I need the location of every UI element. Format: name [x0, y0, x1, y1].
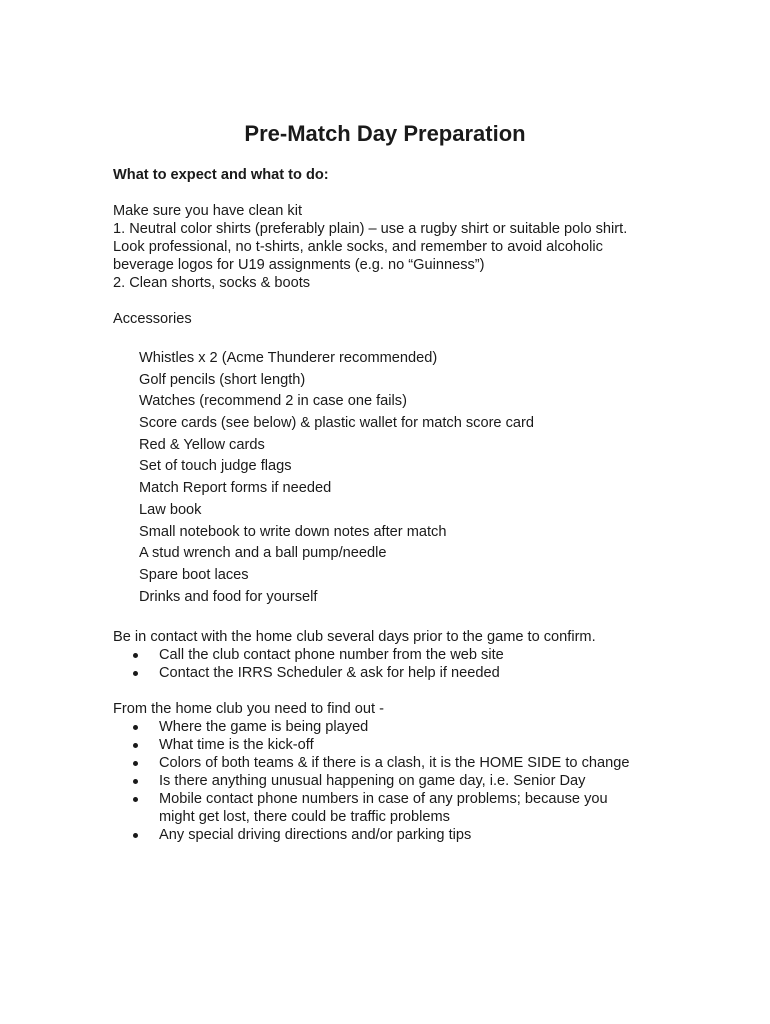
accessories-heading: Accessories: [113, 311, 192, 327]
accessory-item: Whistles x 2 (Acme Thunderer recommended): [139, 350, 438, 366]
bullet-icon: [133, 761, 138, 766]
kit-item-1-line-3: beverage logos for U19 assignments (e.g. no “Guinness”): [113, 257, 485, 273]
contact-intro: Be in contact with the home club several days prior to the game to confirm.: [113, 629, 596, 646]
bullet-icon: [133, 671, 138, 676]
kit-intro: Make sure you have clean kit: [113, 203, 303, 219]
findout-item-text: Where the game is being played: [159, 719, 369, 736]
accessories-section: [113, 310, 673, 608]
bullet-icon: [133, 725, 138, 730]
accessory-item: Law book: [139, 501, 202, 518]
contact-section: [113, 628, 673, 682]
accessory-item: Match Report forms if needed: [139, 480, 332, 497]
bullet-icon: [133, 833, 138, 838]
findout-item: [113, 790, 673, 826]
contact-item: [113, 664, 673, 682]
kit-section: [113, 202, 673, 292]
accessory-item: Spare boot laces: [139, 566, 249, 583]
contact-list: [113, 646, 673, 682]
accessory-item: A stud wrench and a ball pump/needle: [139, 545, 387, 562]
findout-item-text: Colors of both teams & if there is a clash, it is the HOME SIDE to change: [159, 755, 630, 772]
bullet-icon: [133, 653, 138, 658]
findout-item-text: Any special driving directions and/or parking tips: [159, 827, 472, 844]
section-subheading: What to expect and what to do:: [113, 167, 329, 183]
kit-item-2: 2. Clean shorts, socks & boots: [113, 275, 311, 291]
accessory-item: Drinks and food for yourself: [139, 588, 318, 605]
contact-item-text: Contact the IRRS Scheduler & ask for help if needed: [159, 665, 500, 682]
bullet-icon: [133, 779, 138, 784]
kit-item-1-line-2: Look professional, no t-shirts, ankle socks, and remember to avoid alcoholic: [113, 239, 603, 255]
contact-item-text: Call the club contact phone number from the web site: [159, 647, 504, 664]
bullet-icon: [133, 743, 138, 748]
accessory-item: Score cards (see below) & plastic wallet for match score card: [139, 415, 534, 432]
accessory-item: Small notebook to write down notes after match: [139, 523, 447, 540]
accessory-item: Watches (recommend 2 in case one fails): [139, 393, 407, 410]
findout-section: [113, 700, 673, 844]
accessory-item: Set of touch judge flags: [139, 458, 292, 475]
contact-item: [113, 646, 673, 664]
findout-item: [113, 772, 673, 790]
findout-item-text: Mobile contact phone numbers in case of any problems; because you might get lost, there could be traffic problems: [159, 791, 608, 826]
kit-item-1-line-1: 1. Neutral color shirts (preferably plain) – use a rugby shirt or suitable polo shirt.: [113, 221, 628, 237]
document-body: [113, 166, 673, 862]
findout-item: [113, 754, 673, 772]
accessory-item: Red & Yellow cards: [139, 436, 265, 453]
findout-item-text: Is there anything unusual happening on game day, i.e. Senior Day: [159, 773, 586, 790]
accessories-list: [113, 348, 673, 608]
findout-item-text: What time is the kick-off: [159, 737, 314, 754]
findout-list: [113, 718, 673, 844]
accessory-item: Golf pencils (short length): [139, 371, 306, 388]
findout-intro: From the home club you need to find out -: [113, 701, 384, 718]
page-title: Pre-Match Day Preparation: [244, 121, 526, 146]
findout-item: [113, 826, 673, 844]
bullet-icon: [133, 797, 138, 802]
findout-item: [113, 718, 673, 736]
findout-item: [113, 736, 673, 754]
